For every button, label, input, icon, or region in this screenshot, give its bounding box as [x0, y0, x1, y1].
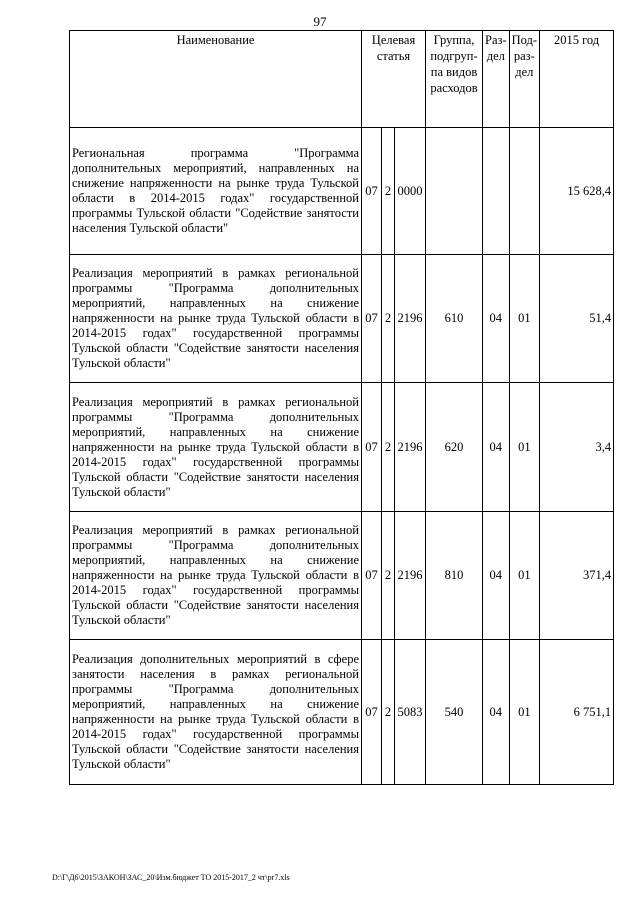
row-amount: 15 628,4 — [540, 128, 614, 255]
row-article-code-a: 07 — [362, 640, 382, 785]
row-name: Реализация дополнительных мероприятий в сфере занятости населения в рамках региональной программы "Программа дополнительных мероприятий, направленных на снижение напряженности на рынке труда Тульской области в 2014-2015 годах" государственной программы Тульской области "Содействие занятости населения Тульской области" — [70, 640, 362, 785]
header-year: 2015 год — [540, 31, 614, 128]
row-article-code-c: 2196 — [395, 383, 426, 512]
row-subsection: 01 — [509, 512, 539, 640]
header-target-article: Целевая статья — [362, 31, 426, 128]
row-article-code-b: 2 — [382, 383, 395, 512]
row-name: Региональная программа "Программа дополнительных мероприятий, направленных на снижение напряженности на рынке труда Тульской области в 2014-2015 годах" государственной программы Тульской области "Содействие занятости населения Тульской области" — [70, 128, 362, 255]
table-row — [70, 128, 614, 255]
table-row — [70, 640, 614, 785]
row-section: 04 — [483, 640, 510, 785]
header-name: Наименование — [70, 31, 362, 128]
row-article-code-b: 2 — [382, 255, 395, 383]
row-amount: 371,4 — [540, 512, 614, 640]
header-expense-group: Группа, подгруп-па видов расходов — [426, 31, 483, 128]
row-article-code-b: 2 — [382, 512, 395, 640]
row-name: Реализация мероприятий в рамках региональной программы "Программа дополнительных мероприятий, направленных на снижение напряженности на рынке труда Тульской области в 2014-2015 годах" государственной программы Тульской области "Содействие занятости населения Тульской области" — [70, 512, 362, 640]
row-section: 04 — [483, 383, 510, 512]
row-article-code-a: 07 — [362, 512, 382, 640]
row-expense-group — [426, 128, 483, 255]
row-name: Реализация мероприятий в рамках региональной программы "Программа дополнительных мероприятий, направленных на снижение напряженности на рынке труда Тульской области в 2014-2015 годах" государственной программы Тульской области "Содействие занятости населения Тульской области" — [70, 255, 362, 383]
row-article-code-a: 07 — [362, 383, 382, 512]
row-subsection: 01 — [509, 640, 539, 785]
row-section: 04 — [483, 255, 510, 383]
row-article-code-c: 0000 — [395, 128, 426, 255]
row-expense-group: 810 — [426, 512, 483, 640]
row-amount: 3,4 — [540, 383, 614, 512]
header-section: Раз-дел — [483, 31, 510, 128]
row-article-code-c: 2196 — [395, 255, 426, 383]
row-article-code-c: 2196 — [395, 512, 426, 640]
table-row — [70, 255, 614, 383]
row-section — [483, 128, 510, 255]
row-expense-group: 620 — [426, 383, 483, 512]
row-article-code-a: 07 — [362, 255, 382, 383]
row-section: 04 — [483, 512, 510, 640]
file-path-footer: D:\Г\Д6\2015\ЗАКОН\ЗАС_20\Изм.бюджет ТО 2015-2017_2 чт\pr7.xls — [52, 873, 290, 882]
table-row — [70, 512, 614, 640]
row-expense-group: 540 — [426, 640, 483, 785]
row-article-code-a: 07 — [362, 128, 382, 255]
page-number: 97 — [313, 14, 327, 29]
row-article-code-b: 2 — [382, 128, 395, 255]
row-amount: 51,4 — [540, 255, 614, 383]
header-row — [70, 31, 614, 128]
budget-table — [69, 30, 614, 785]
row-article-code-b: 2 — [382, 640, 395, 785]
row-subsection — [509, 128, 539, 255]
row-article-code-c: 5083 — [395, 640, 426, 785]
table-row — [70, 383, 614, 512]
row-name: Реализация мероприятий в рамках региональной программы "Программа дополнительных мероприятий, направленных на снижение напряженности на рынке труда Тульской области в 2014-2015 годах" государственной программы Тульской области "Содействие занятости населения Тульской области" — [70, 383, 362, 512]
row-subsection: 01 — [509, 255, 539, 383]
header-subsection: Под-раз-дел — [509, 31, 539, 128]
row-expense-group: 610 — [426, 255, 483, 383]
row-subsection: 01 — [509, 383, 539, 512]
row-amount: 6 751,1 — [540, 640, 614, 785]
